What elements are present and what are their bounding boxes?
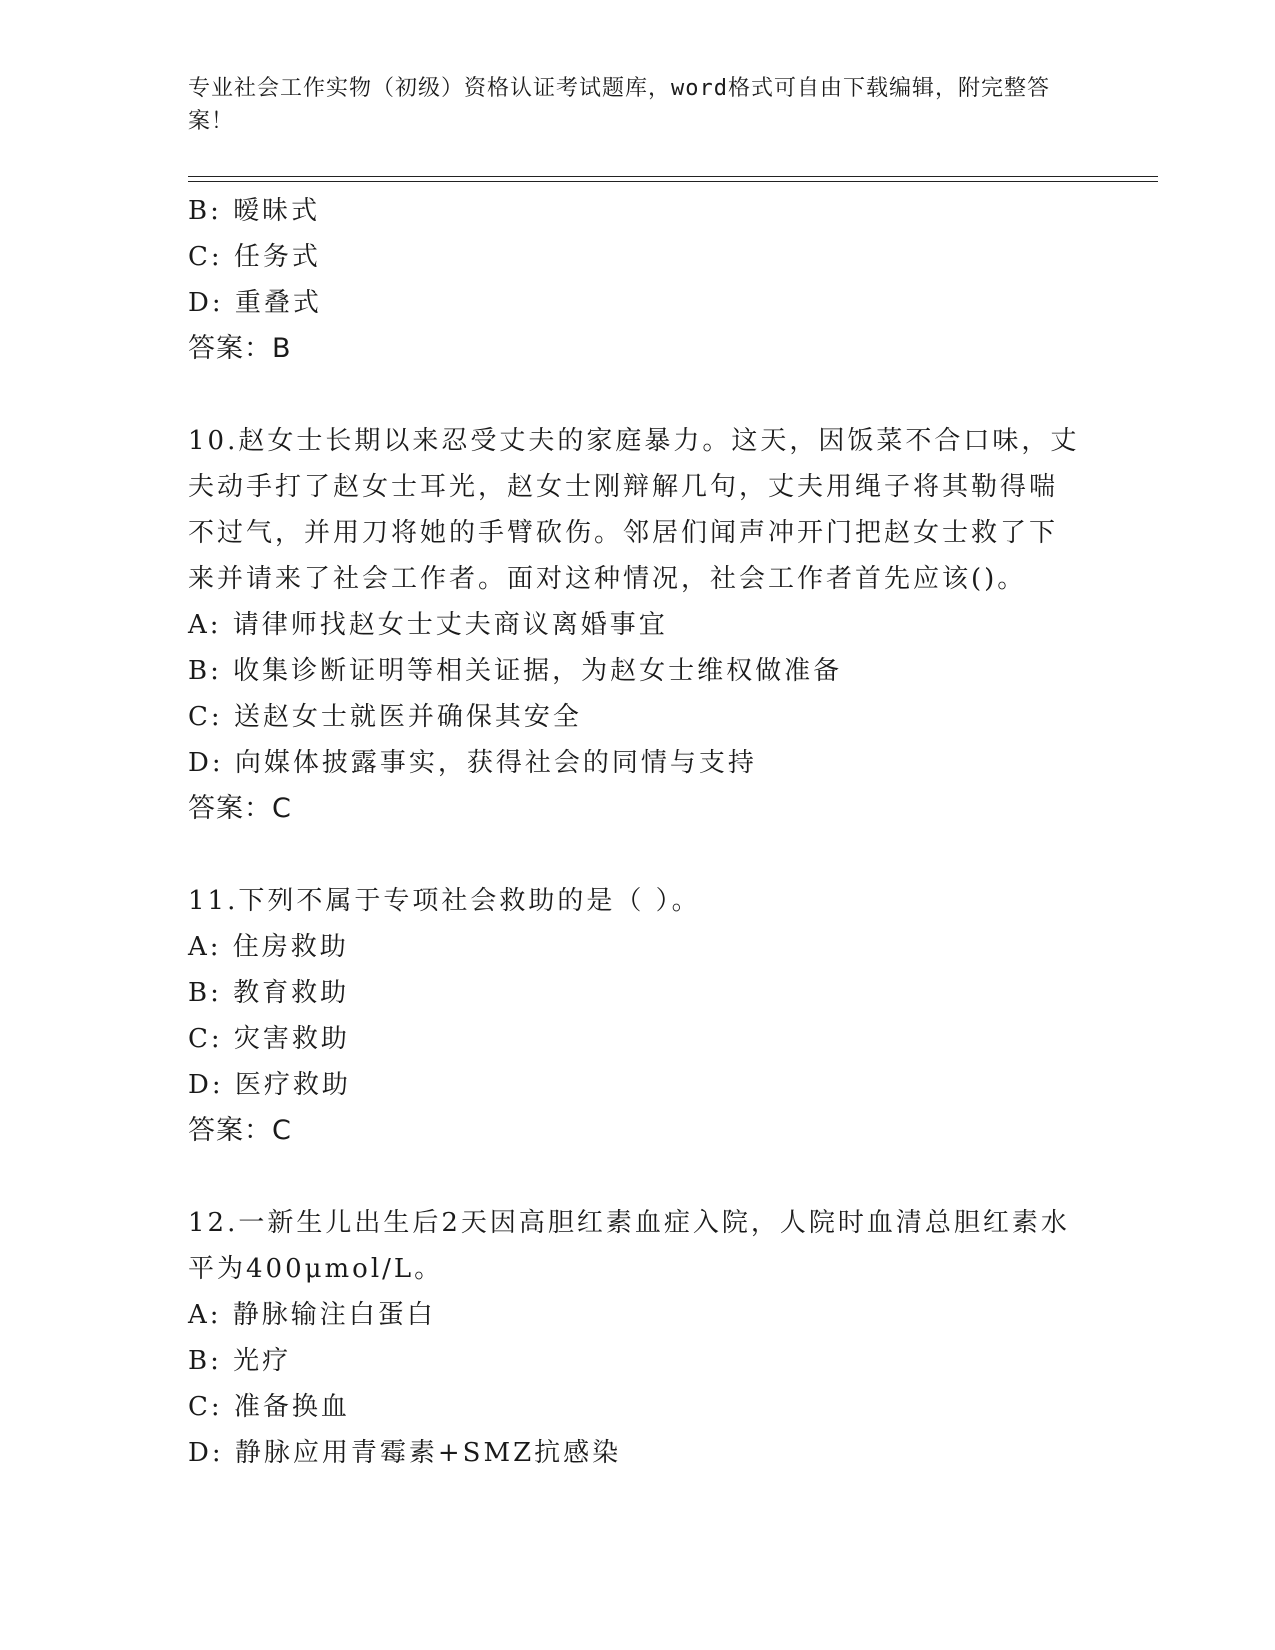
question-block-10 [188, 418, 1088, 832]
question-stem-line: 平为400μmol/L。 [188, 1254, 444, 1284]
question-stem-line: 10.赵女士长期以来忍受丈夫的家庭暴力。这天，因饭菜不合口味，丈 [188, 426, 1080, 456]
option-c: C: 任务式 [188, 242, 321, 272]
option-c: C: 灾害救助 [188, 1024, 350, 1054]
option-c: C: 准备换血 [188, 1392, 350, 1422]
question-stem-line: 11.下列不属于专项社会救助的是（ ）。 [188, 886, 701, 916]
document-header [188, 72, 1068, 138]
question-block-11 [188, 878, 1088, 1154]
header-rule-bottom [188, 181, 1158, 182]
option-c: C: 送赵女士就医并确保其安全 [188, 702, 582, 732]
answer-line: 答案：B [188, 333, 292, 364]
option-a: A: 请律师找赵女士丈夫商议离婚事宜 [188, 610, 668, 640]
option-a: A: 住房救助 [188, 932, 349, 962]
option-d: D: 静脉应用青霉素+SMZ抗感染 [188, 1438, 622, 1468]
answer-line: 答案：C [188, 1115, 292, 1146]
question-stem-line: 12.一新生儿出生后2天因高胆红素血症入院，人院时血清总胆红素水 [188, 1208, 1070, 1238]
question-stem-line: 来并请来了社会工作者。面对这种情况，社会工作者首先应该()。 [188, 564, 1027, 594]
header-rule-top [188, 176, 1158, 177]
question-stem-line: 不过气，并用刀将她的手臂砍伤。邻居们闻声冲开门把赵女士救了下 [188, 518, 1059, 548]
question-block-12 [188, 1200, 1088, 1476]
option-b: B: 教育救助 [188, 978, 350, 1008]
option-d: D: 重叠式 [188, 288, 322, 318]
spacer [188, 1154, 1088, 1200]
spacer [188, 832, 1088, 878]
header-text: 专业社会工作实物（初级）资格认证考试题库，word格式可自由下载编辑，附完整答案！ [188, 76, 1050, 134]
option-d: D: 医疗救助 [188, 1070, 351, 1100]
option-a: A: 静脉输注白蛋白 [188, 1300, 436, 1330]
question-content [188, 188, 1088, 1476]
option-b: B: 暧昧式 [188, 196, 321, 226]
question-stem-line: 夫动手打了赵女士耳光，赵女士刚辩解几句，丈夫用绳子将其勒得喘 [188, 472, 1059, 502]
previous-question-block [188, 188, 1088, 372]
answer-line: 答案：C [188, 793, 292, 824]
option-b: B: 光疗 [188, 1346, 292, 1376]
spacer [188, 372, 1088, 418]
option-d: D: 向媒体披露事实，获得社会的同情与支持 [188, 748, 757, 778]
option-b: B: 收集诊断证明等相关证据，为赵女士维权做准备 [188, 656, 843, 686]
